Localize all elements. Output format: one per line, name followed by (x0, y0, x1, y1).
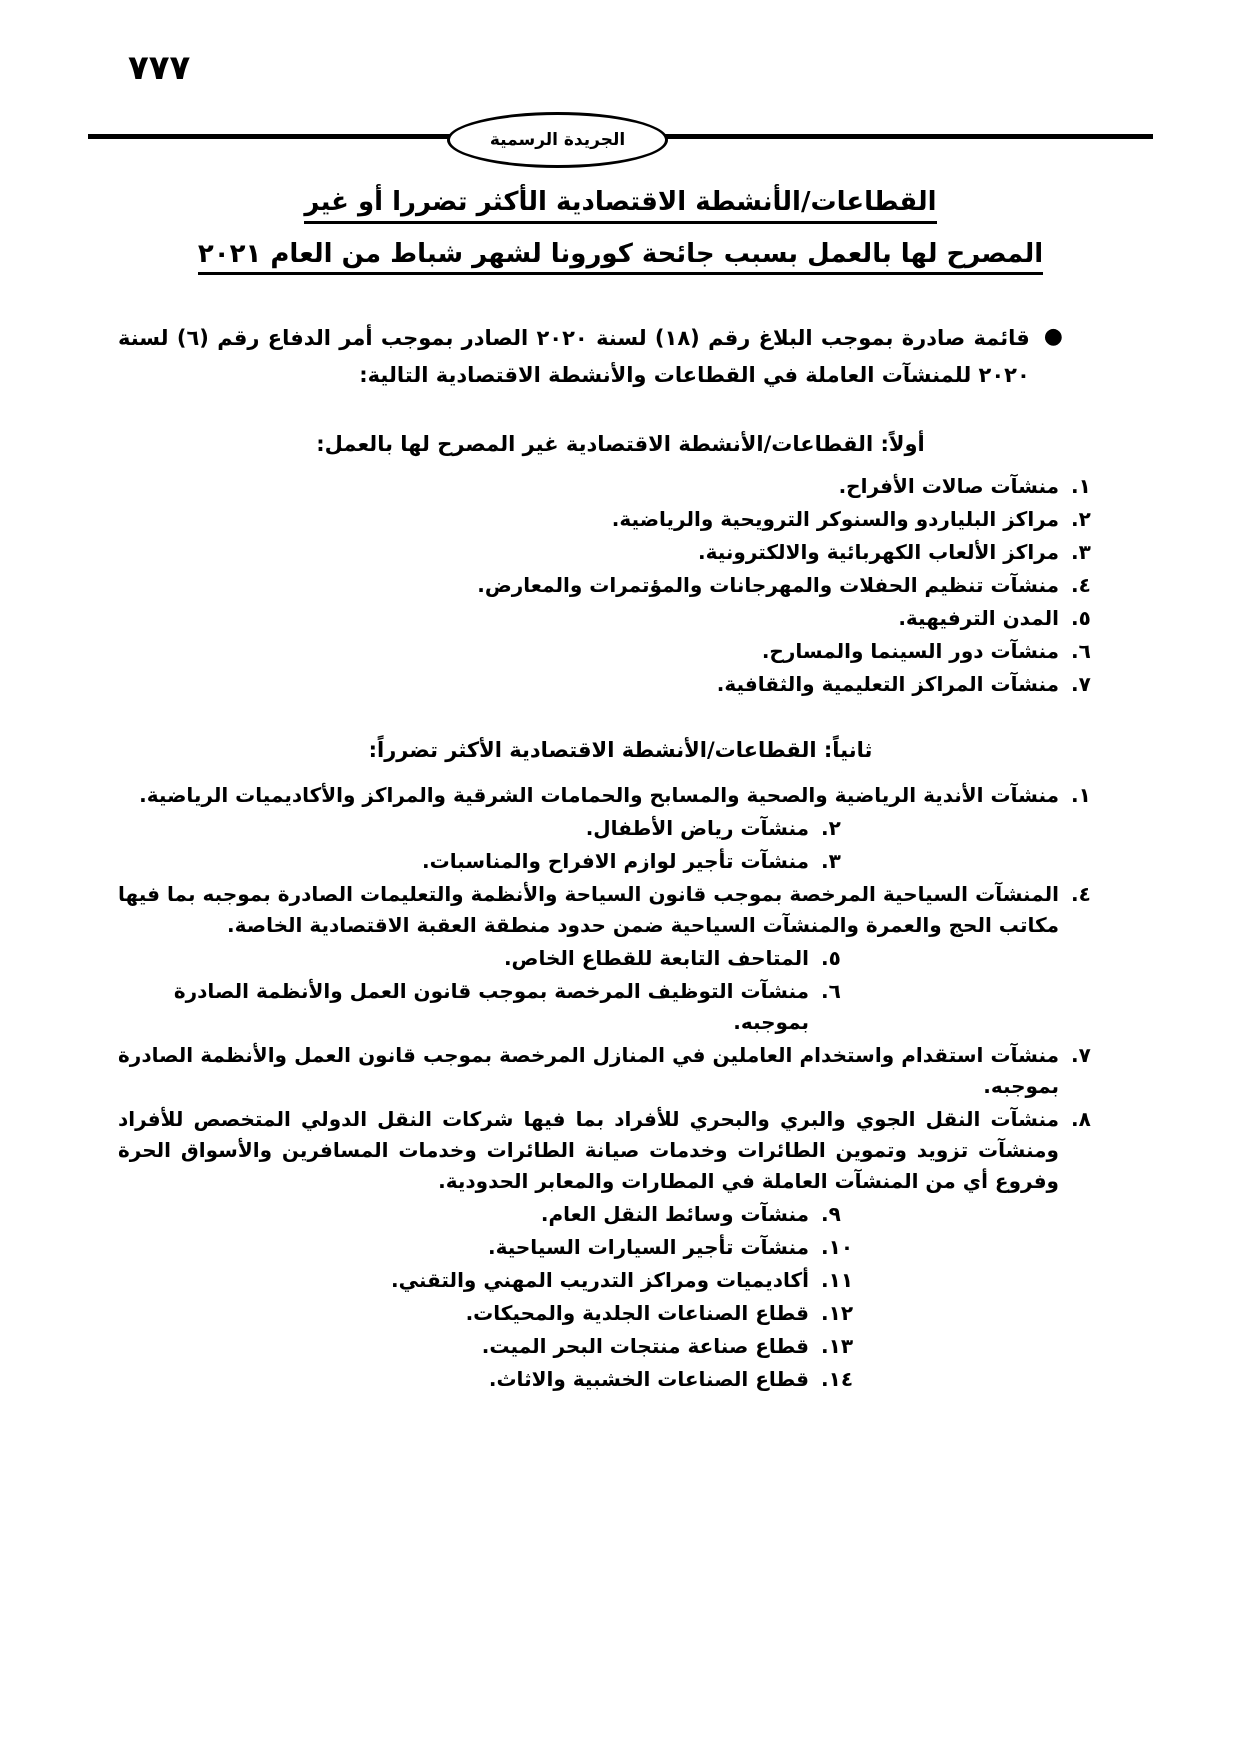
list-item (118, 1199, 1123, 1230)
list-item-number: ٧. (1071, 1042, 1091, 1067)
list-item-number: ٥. (821, 945, 841, 970)
list-item-text: منشآت المراكز التعليمية والثقافية. (716, 672, 1059, 697)
document-title-line-2: المصرح لها بالعمل بسبب جائحة كورونا لشهر شباط من العام ٢٠٢١ (198, 238, 1043, 276)
list-item (118, 879, 1123, 941)
document-title-line-1: القطاعات/الأنشطة الاقتصادية الأكثر تضررا أو غير (304, 186, 936, 224)
list-item-text: منشآت وسائط النقل العام. (540, 1201, 809, 1226)
list-item (118, 669, 1123, 700)
intro-paragraph (118, 320, 1123, 394)
list-item-number: ١٣. (821, 1333, 854, 1358)
list-item-number: ٦. (1071, 639, 1091, 664)
list-item (118, 1040, 1123, 1102)
list-item-number: ٢. (1071, 507, 1091, 532)
list-item-text: المدن الترفيهية. (898, 606, 1059, 631)
list-item (118, 570, 1123, 601)
list-item (118, 780, 1123, 811)
list-item (118, 1232, 1123, 1263)
list-item-number: ٢. (821, 815, 841, 840)
list-item-text: منشآت الأندية الرياضية والصحية والمسابح والحمامات الشرقية والمراكز والأكاديميات الرياضية. (139, 782, 1059, 807)
section-heading-second: ثانياً: القطاعات/الأنشطة الاقتصادية الأكثر تضرراً: (368, 738, 873, 763)
list-item-text: منشآت رياض الأطفال. (585, 815, 809, 840)
list-item-text: منشآت النقل الجوي والبري والبحري للأفراد بما فيها شركات النقل الدولي المتخصص للأفراد ومنشآت تزويد وتموين الطائرات وخدمات صيانة الطائرات وخدمات المسافرين والأسواق الحرة وفروع أي من المنشآت العاملة في المطارات والمعابر الحدودية. (118, 1106, 1059, 1193)
list-item (118, 471, 1123, 502)
list-item-text: مراكز البلياردو والسنوكر الترويحية والرياضية. (611, 507, 1059, 532)
list-item-number: ٥. (1071, 606, 1091, 631)
list-item-number: ٨. (1071, 1106, 1091, 1131)
list-item-text: منشآت استقدام واستخدام العاملين في المنازل المرخصة بموجب قانون العمل والأنظمة الصادرة بموجبه. (118, 1042, 1059, 1098)
list-item-number: ١١. (821, 1267, 854, 1292)
list-item-text: قطاع صناعة منتجات البحر الميت. (481, 1333, 809, 1358)
list-item-text: أكاديميات ومراكز التدريب المهني والتقني. (391, 1267, 809, 1292)
page-number: ٧٧٧ (128, 48, 191, 88)
bullet-icon: ● (1043, 324, 1063, 349)
list-item-number: ٩. (821, 1201, 841, 1226)
list-item-number: ١. (1071, 474, 1091, 499)
list-item (118, 1265, 1123, 1296)
list-item-text: منشآت صالات الأفراح. (838, 474, 1059, 499)
list-item-number: ٤. (1071, 881, 1091, 906)
list-item (118, 846, 1123, 877)
gazette-badge: الجريدة الرسمية (447, 112, 668, 168)
section-heading-first: أولاً: القطاعات/الأنشطة الاقتصادية غير المصرح لها بالعمل: (316, 431, 925, 456)
list-item-text: المتاحف التابعة للقطاع الخاص. (503, 945, 809, 970)
list-item-number: ٦. (821, 978, 841, 1003)
list-item-number: ١٤. (821, 1366, 854, 1391)
list-item (118, 1104, 1123, 1197)
list-item-text: قطاع الصناعات الجلدية والمحيكات. (465, 1300, 809, 1325)
intro-text: قائمة صادرة بموجب البلاغ رقم (١٨) لسنة ٢٠٢٠ الصادر بموجب أمر الدفاع رقم (٦) لسنة ٢٠٢٠ للمنشآت العاملة في القطاعات والأنشطة الاقتصادية التالية: (118, 326, 1030, 387)
list-item (118, 636, 1123, 667)
header-rule-group (88, 112, 1153, 168)
list-item-text: منشآت تأجير السيارات السياحية. (488, 1234, 809, 1259)
list-not-permitted (118, 471, 1123, 700)
list-item-number: ٧. (1071, 672, 1091, 697)
list-item (118, 504, 1123, 535)
list-item-text: منشآت التوظيف المرخصة بموجب قانون العمل والأنظمة الصادرة بموجبه. (173, 978, 809, 1034)
list-item-text: منشآت تأجير لوازم الافراح والمناسبات. (422, 848, 809, 873)
list-item (118, 943, 1123, 974)
list-item-text: المنشآت السياحية المرخصة بموجب قانون السياحة والأنظمة والتعليمات الصادرة بموجبه بما فيها مكاتب الحج والعمرة والمنشآت السياحية ضمن حدود منطقة العقبة الاقتصادية الخاصة. (118, 881, 1059, 937)
document-body (118, 320, 1123, 1397)
list-item-number: ١. (1071, 782, 1091, 807)
list-most-affected (118, 780, 1123, 1395)
list-item (118, 603, 1123, 634)
list-item (118, 813, 1123, 844)
list-item (118, 1298, 1123, 1329)
list-item-text: مراكز الألعاب الكهربائية والالكترونية. (697, 540, 1059, 565)
list-item-number: ٣. (1071, 540, 1091, 565)
list-item-text: منشآت دور السينما والمسارح. (761, 639, 1059, 664)
document-title (0, 186, 1241, 289)
list-item-number: ١٠. (821, 1234, 854, 1259)
list-item (118, 537, 1123, 568)
list-item-number: ٣. (821, 848, 841, 873)
list-item-text: منشآت تنظيم الحفلات والمهرجانات والمؤتمرات والمعارض. (477, 573, 1059, 598)
list-item (118, 976, 1123, 1038)
list-item-number: ٤. (1071, 573, 1091, 598)
list-item-number: ١٢. (821, 1300, 854, 1325)
list-item (118, 1364, 1123, 1395)
list-item (118, 1331, 1123, 1362)
list-item-text: قطاع الصناعات الخشبية والاثاث. (488, 1366, 809, 1391)
